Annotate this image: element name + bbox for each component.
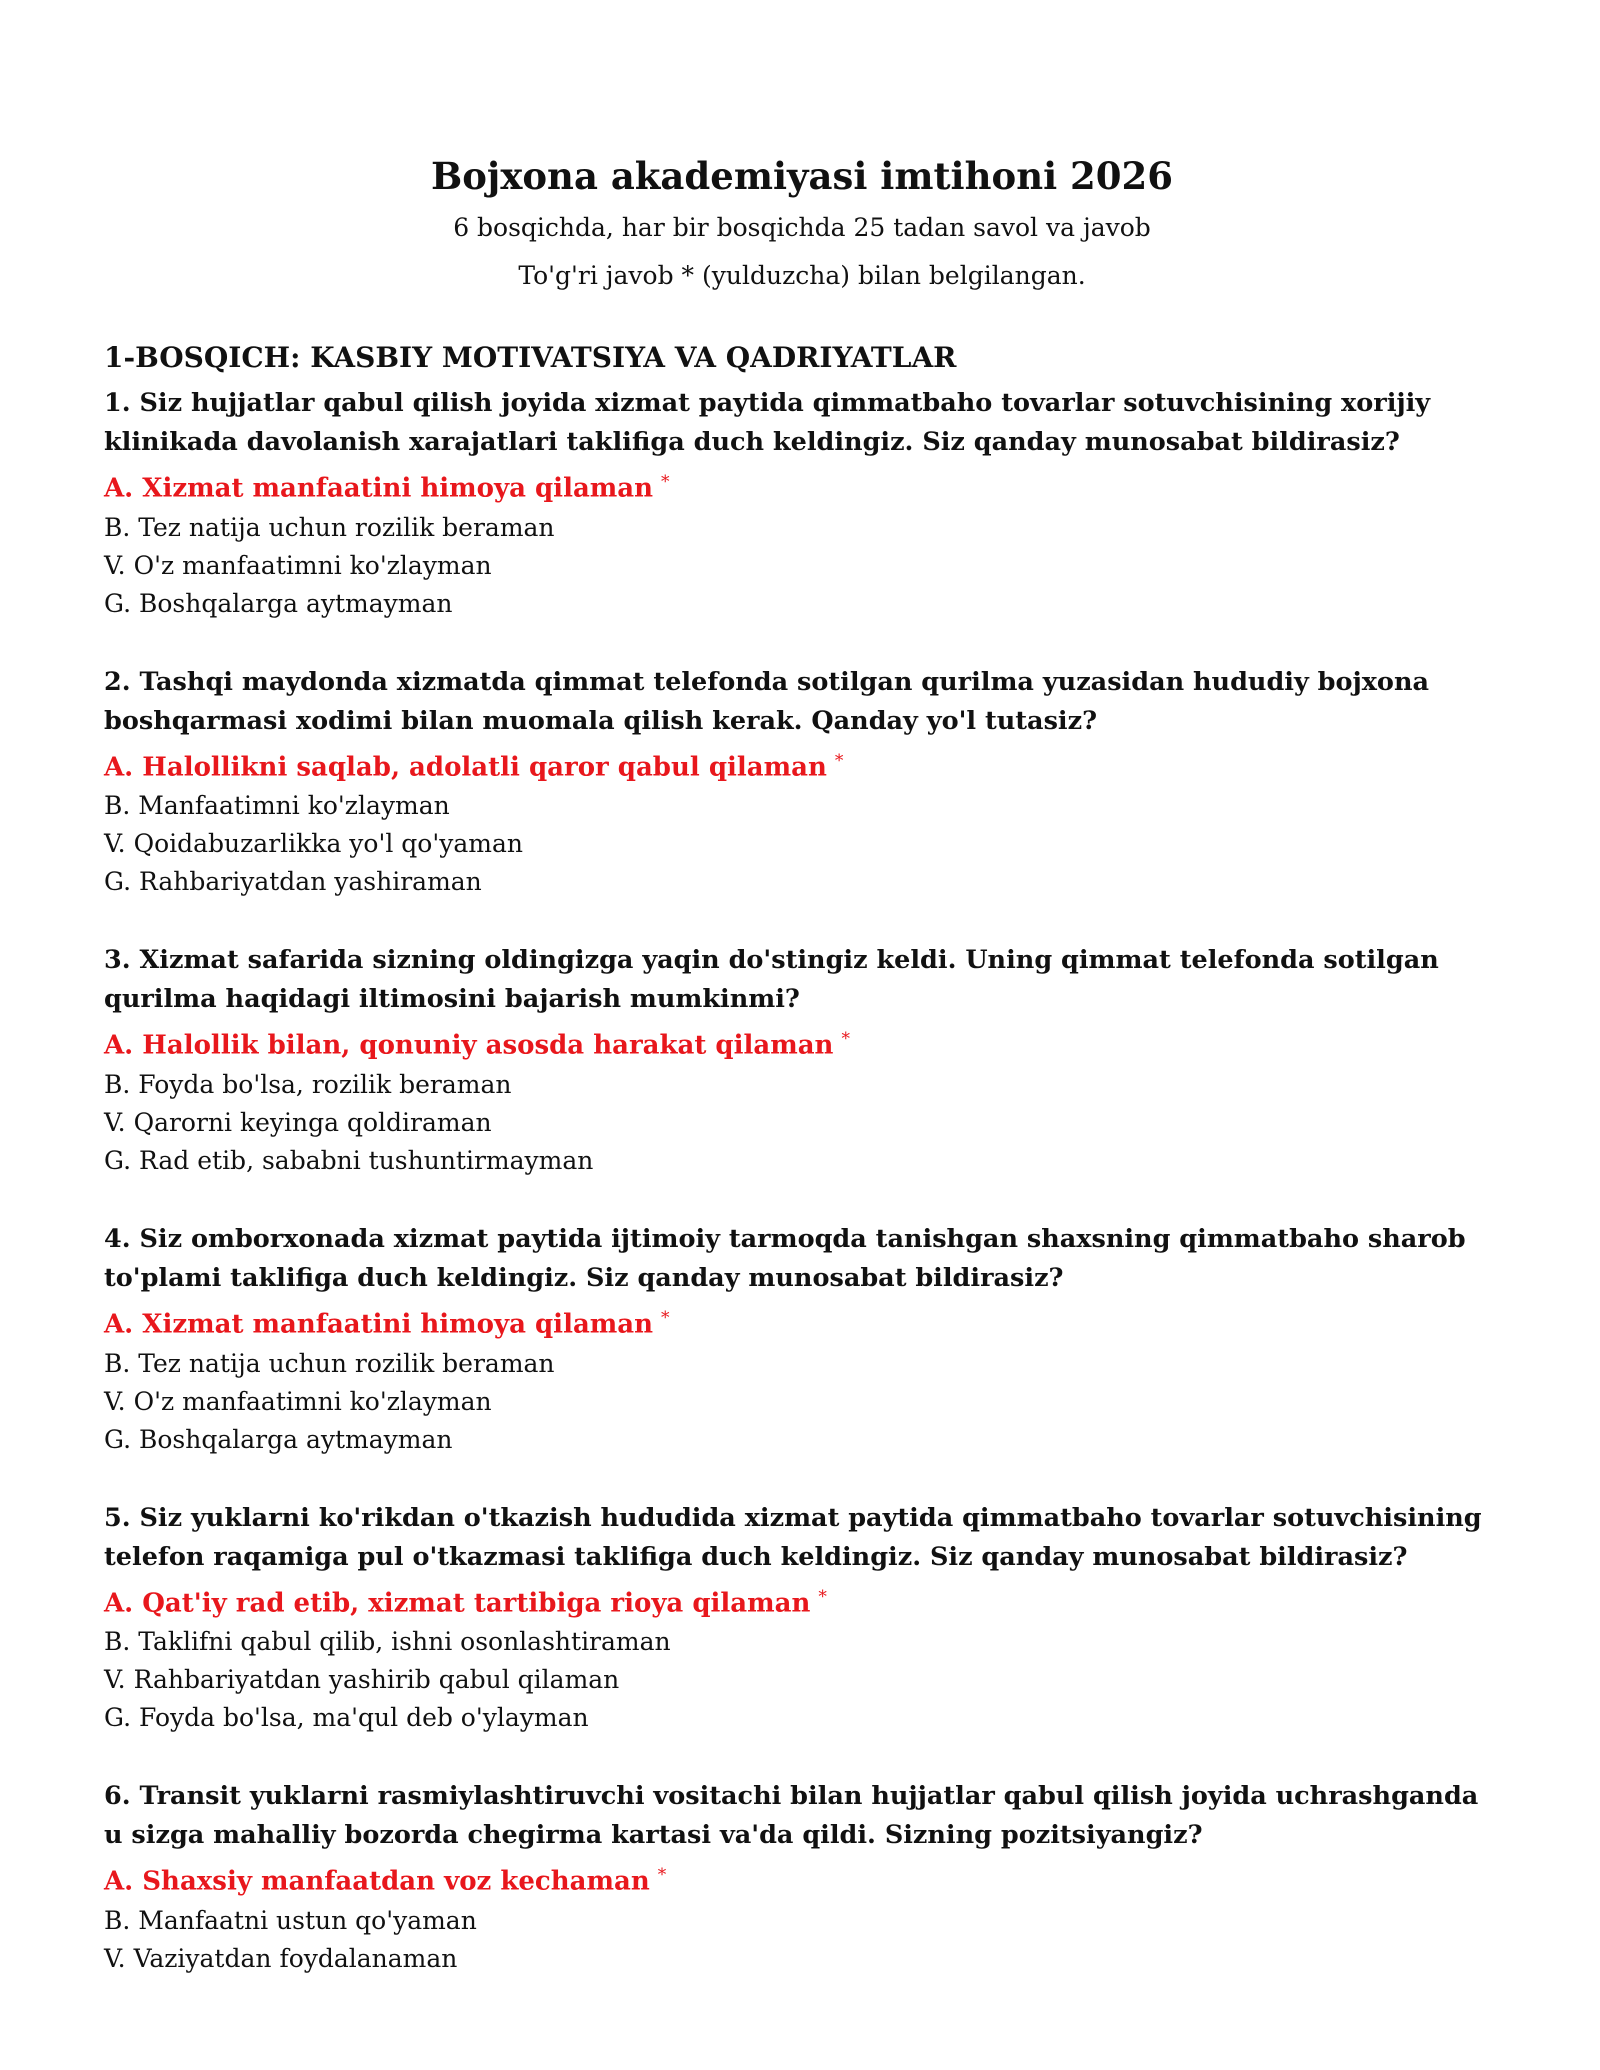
- question-item: [104, 663, 1500, 902]
- correct-answer: [104, 1577, 1500, 1624]
- section-title: 1-BOSQICH: KASBIY MOTIVATSIYA VA QADRIYATLAR: [104, 341, 957, 374]
- answer-option: V. Qarorni keyinga qoldiraman: [104, 1107, 492, 1137]
- answer-option: B. Taklifni qabul qilib, ishni osonlashtiraman: [104, 1627, 671, 1657]
- answer-option: G. Foyda bo'lsa, ma'qul deb o'ylayman: [104, 1703, 589, 1733]
- answer-option: G. Boshqalarga aytmayman: [104, 1424, 453, 1454]
- correct-answer: [104, 462, 1500, 509]
- correct-answer: [104, 741, 1500, 788]
- document-title: Bojxona akademiyasi imtihoni 2026: [430, 154, 1174, 198]
- question-text: 6. Transit yuklarni rasmiylashtiruvchi vositachi bilan hujjatlar qabul qilish joyida uchrashganda u sizga mahalliy bozorda chegirma kartasi va'da qildi. Sizning pozitsiyangiz?: [104, 1781, 1479, 1851]
- question-item: [104, 1499, 1500, 1738]
- question-item: [104, 1220, 1500, 1459]
- correct-answer: [104, 1298, 1500, 1345]
- answer-option: B. Manfaatni ustun qo'yaman: [104, 1905, 477, 1935]
- question-text: 5. Siz yuklarni ko'rikdan o'tkazish hududida xizmat paytida qimmatbaho tovarlar sotuvchisining telefon raqamiga pul o'tkazmasi taklifiga duch keldingiz. Siz qanday munosabat bildirasiz?: [104, 1502, 1482, 1572]
- answer-option: V. Rahbariyatdan yashirib qabul qilaman: [104, 1665, 620, 1695]
- answer-option: G. Rad etib, sababni tushuntirmayman: [104, 1145, 594, 1175]
- answer-option: B. Foyda bo'lsa, rozilik beraman: [104, 1069, 512, 1099]
- correct-answer-text: A. Xizmat manfaatini himoya qilaman: [104, 1309, 654, 1340]
- correct-star-marker: *: [818, 1586, 827, 1607]
- answer-option: B. Tez natija uchun rozilik beraman: [104, 512, 555, 542]
- correct-answer: [104, 1019, 1500, 1066]
- question-item: [104, 941, 1500, 1180]
- correct-answer-text: A. Xizmat manfaatini himoya qilaman: [104, 473, 654, 504]
- correct-answer-text: A. Halollikni saqlab, adolatli qaror qabul qilaman: [104, 752, 827, 783]
- correct-answer-text: A. Shaxsiy manfaatdan voz kechaman: [104, 1866, 650, 1897]
- document-subtitle: 6 bosqichda, har bir bosqichda 25 tadan savol va javob: [453, 213, 1151, 242]
- correct-answer-text: A. Qat'iy rad etib, xizmat tartibiga rioya qilaman: [104, 1588, 811, 1619]
- question-item: [104, 384, 1500, 623]
- answer-option: V. O'z manfaatimni ko'zlayman: [104, 1386, 492, 1416]
- answer-option: G. Rahbariyatdan yashiraman: [104, 867, 482, 897]
- correct-star-marker: *: [834, 750, 844, 771]
- answer-option: B. Tez natija uchun rozilik beraman: [104, 1348, 555, 1378]
- answer-option: G. Boshqalarga aytmayman: [104, 588, 453, 618]
- correct-answer: [104, 1855, 1500, 1902]
- question-text: 1. Siz hujjatlar qabul qilish joyida xizmat paytida qimmatbaho tovarlar sotuvchisining xorijiy klinikada davolanish xarajatlari taklifiga duch keldingiz. Siz qanday munosabat bildirasiz?: [104, 388, 1431, 457]
- correct-star-marker: *: [841, 1029, 850, 1050]
- answer-option: B. Manfaatimni ko'zlayman: [104, 791, 450, 821]
- answer-key-note: To'g'ri javob * (yulduzcha) bilan belgilangan.: [518, 261, 1086, 290]
- question-item: [104, 1777, 1500, 1978]
- correct-star-marker: *: [661, 1307, 670, 1328]
- question-text: 4. Siz omborxonada xizmat paytida ijtimoiy tarmoqda tanishgan shaxsning qimmatbaho sharob to'plami taklifiga duch keldingiz. Siz qanday munosabat bildirasiz?: [104, 1223, 1466, 1293]
- question-text: 2. Tashqi maydonda xizmatda qimmat telefonda sotilgan qurilma yuzasidan hududiy bojxona boshqarmasi xodimi bilan muomala qilish kerak. Qanday yo'l tutasiz?: [104, 666, 1430, 736]
- answer-option: V. O'z manfaatimni ko'zlayman: [104, 550, 492, 580]
- question-list: [104, 384, 1500, 1978]
- correct-answer-text: A. Halollik bilan, qonuniy asosda harakat qilaman: [104, 1030, 834, 1061]
- correct-star-marker: *: [661, 472, 670, 492]
- question-text: 3. Xizmat safarida sizning oldingizga yaqin do'stingiz keldi. Uning qimmat telefonda sotilgan qurilma haqidagi iltimosini bajarish mumkinmi?: [104, 945, 1439, 1015]
- correct-star-marker: *: [657, 1865, 667, 1886]
- answer-option: V. Qoidabuzarlikka yo'l qo'yaman: [104, 829, 523, 859]
- answer-option: V. Vaziyatdan foydalanaman: [104, 1943, 458, 1973]
